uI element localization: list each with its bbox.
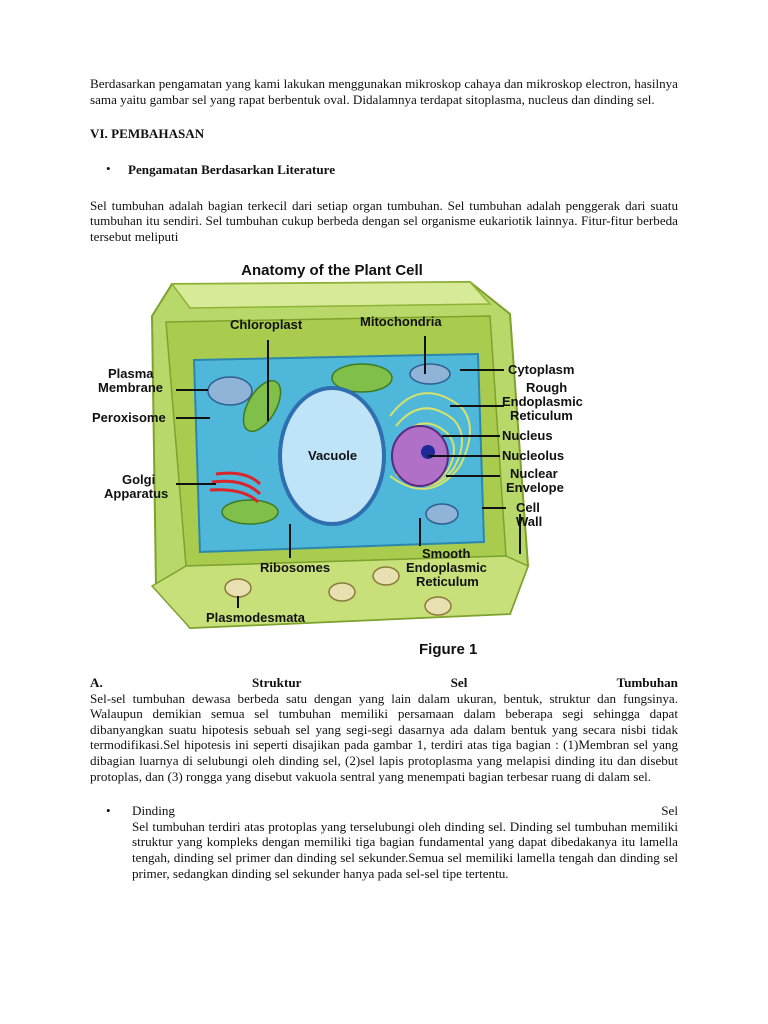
label-golgi: Golgi	[122, 472, 156, 487]
section-a-letter: A.	[90, 675, 103, 690]
label-peroxisome: Peroxisome	[92, 410, 166, 425]
label-reticulum-2: Reticulum	[416, 574, 479, 589]
section-a-word-3: Tumbuhan	[616, 675, 678, 690]
label-endoplasmic-2: Endoplasmic	[406, 560, 487, 575]
label-mitochondria: Mitochondria	[360, 314, 442, 329]
bullet-2-heading	[128, 803, 678, 819]
label-membrane: Membrane	[98, 380, 164, 395]
label-wall: Wall	[516, 514, 543, 529]
label-smooth: Smooth	[422, 546, 471, 561]
label-endoplasmic: Endoplasmic	[502, 394, 583, 409]
label-envelope: Envelope	[506, 480, 564, 495]
page-text-bottom	[90, 675, 678, 881]
bullet-icon-2: •	[106, 803, 111, 819]
figure-caption: Figure 1	[419, 641, 478, 658]
label-chloroplast: Chloroplast	[230, 317, 303, 332]
cell-wall-top	[172, 282, 490, 308]
section-heading: VI. PEMBAHASAN	[90, 126, 205, 142]
bullet-2-word-2: Sel	[661, 803, 678, 819]
label-rough: Rough	[526, 380, 568, 395]
label-plasma: Plasma	[108, 366, 154, 381]
paragraph-2: Sel tumbuhan adalah bagian terkecil dari setiap organ tumbuhan. Sel tumbuhan adalah penggerak dari suatu tumbuhan itu sendiri. Sel tumbuhan cukup berbeda dengan sel organisme eukariotik lainnya. Fitur-fitur berbeda tersebut meliputi	[90, 197, 678, 244]
label-plasmodesmata: Plasmodesmata	[206, 610, 305, 625]
bullet-2-word-1: Dinding	[132, 803, 175, 819]
label-nuclear: Nuclear	[510, 466, 558, 481]
section-a-heading	[90, 675, 678, 691]
paragraph-1: Berdasarkan pengamatan yang kami lakukan menggunakan mikroskop cahaya dan mikroskop electron, hasilnya sama yaitu gambar sel yang rapat berbentuk oval. Didalamnya terdapat sitoplasma, nucleus dan dinding sel.	[90, 76, 678, 107]
bullet-item-literature	[90, 161, 678, 179]
plant-cell-figure	[90, 256, 590, 664]
label-cytoplasm: Cytoplasm	[508, 362, 575, 377]
paragraph-4: Sel tumbuhan terdiri atas protoplas yang terselubungi oleh dinding sel. Dinding sel tumbuhan memiliki struktur yang kompleks dengan memiliki tiga bagian fundamental yang dapat dibedakanya itu lamella tengah, dinding sel primer dan dinding sel sekunder.Semua sel memiliki lamella tengah dan dinding sel primer, sedangkan dinding sel sekunder hanya pada sel-sel tipe tertentu.	[132, 818, 678, 881]
section-a-word-1: Struktur	[251, 675, 302, 690]
label-reticulum: Reticulum	[510, 408, 573, 423]
figure-title: Anatomy of the Plant Cell	[241, 262, 423, 279]
bullet-item-dinding-sel	[90, 803, 678, 881]
bullet-icon: •	[106, 160, 111, 176]
page-text-top	[90, 76, 678, 245]
paragraph-3: Sel-sel tumbuhan dewasa berbeda satu dengan yang lain dalam ukuran, bentuk, struktur dan fungsinya. Walaupun demikian semua sel tumbuhan memiliki persamaan dalam beberapa segi sehingga dapat dibanyangkan suatu hipotesis sebuah sel yang segi-segi dasarnya ada dalam bentuk yang secara nisbi tidak termodifikasi.Sel hipotesis ini seperti disajikan pada gambar 1, terdiri atas tiga bagian : (1)Membran sel yang dibagian luarnya di selubungi oleh dinding sel, (2)sel lapis protoplasma yang melapisi dinding itu dan disebut protoplas, dan (3) rongga yang disebut vakuola sentral yang menempati bagian terbesar ruang di dalam sel.	[90, 690, 678, 784]
label-ribosomes: Ribosomes	[260, 560, 331, 575]
label-cell: Cell	[516, 500, 540, 515]
label-vacuole: Vacuole	[308, 448, 358, 463]
bullet-label: Pengamatan Berdasarkan Literature	[128, 161, 336, 177]
plant-cell-diagram	[90, 256, 590, 664]
label-apparatus: Apparatus	[104, 486, 169, 501]
label-nucleus: Nucleus	[502, 428, 553, 443]
section-a-word-2: Sel	[450, 675, 468, 690]
label-nucleolus: Nucleolus	[502, 448, 565, 463]
